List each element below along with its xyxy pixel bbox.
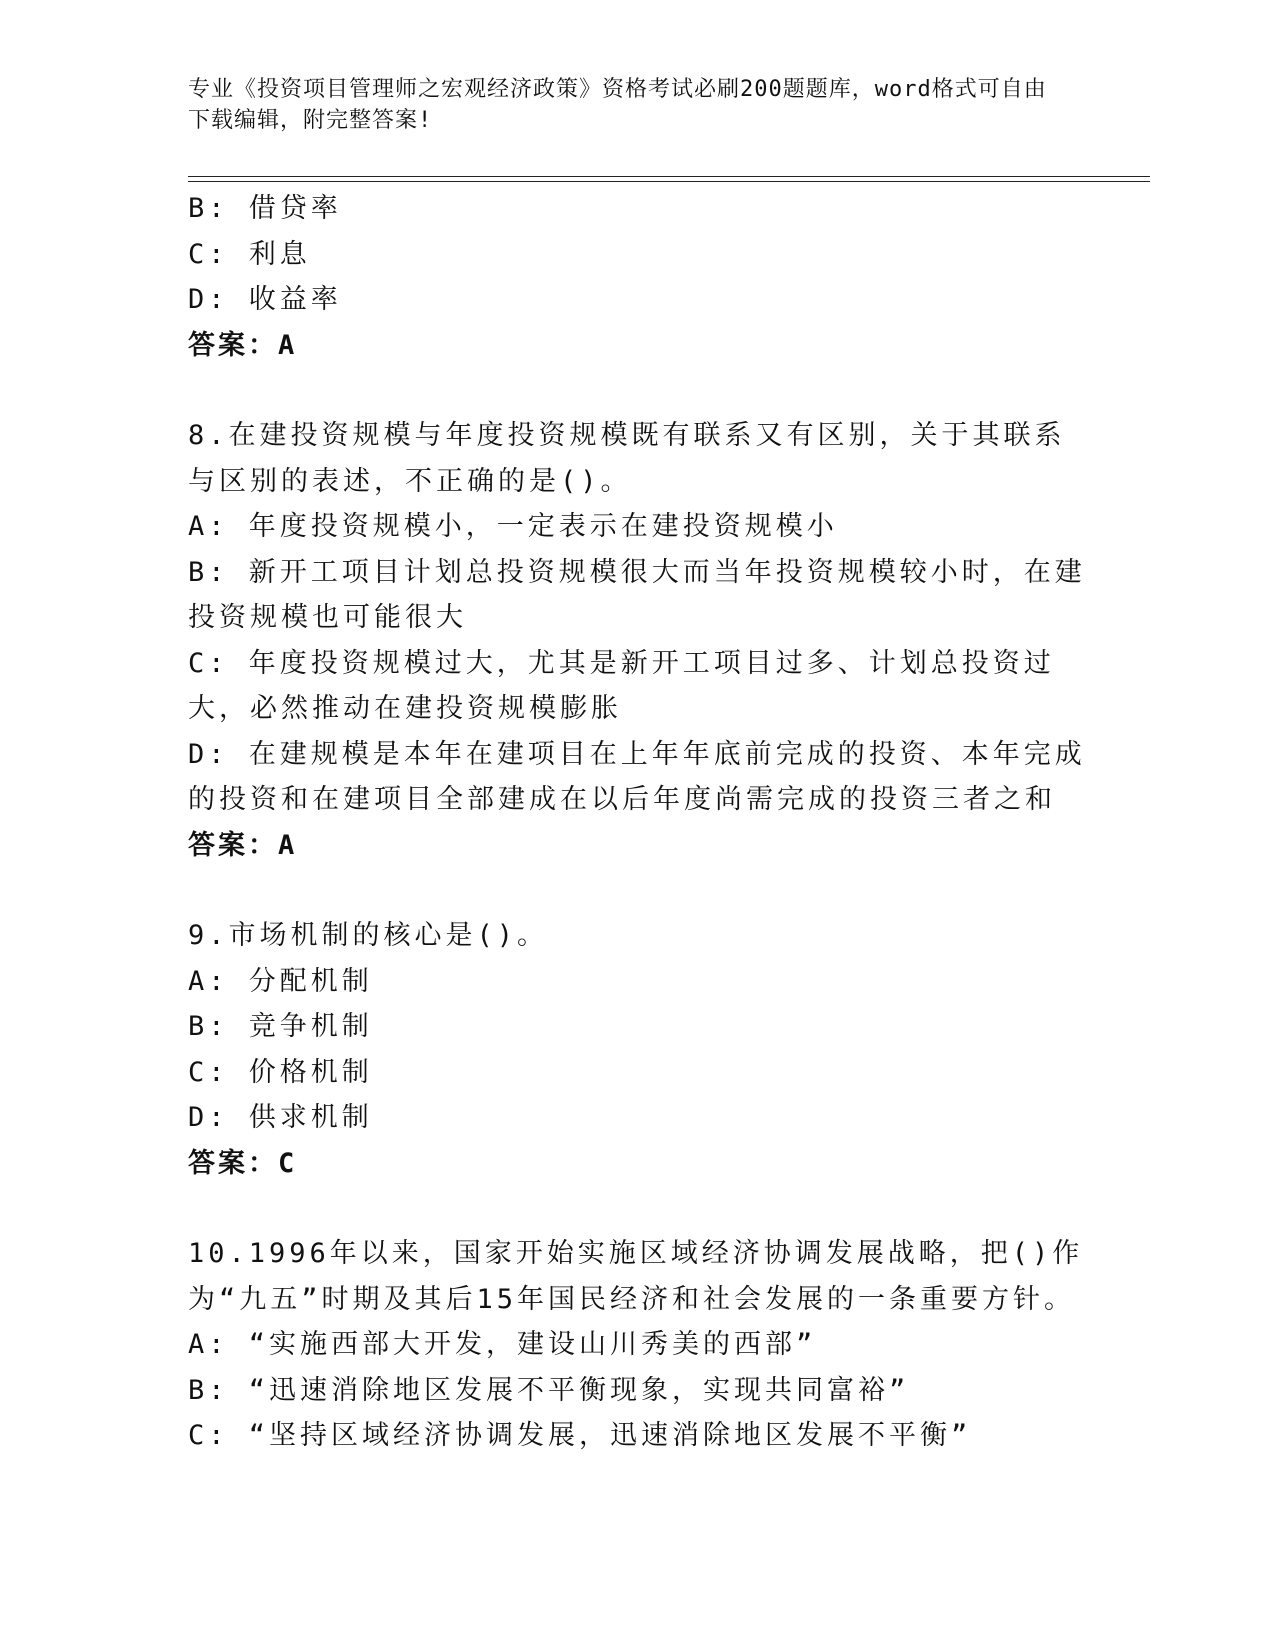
question-stem: 10.1996年以来，国家开始实施区域经济协调发展战略，把()作为“九五”时期及其后15年国民经济和社会发展的一条重要方针。 — [188, 1238, 1084, 1315]
option-b: B: 借贷率 — [188, 193, 342, 224]
option-a: A: 分配机制 — [188, 965, 373, 997]
option-b: B: “迅速消除地区发展不平衡现象，实现共同富裕” — [188, 1374, 910, 1406]
question-8 — [188, 413, 1088, 868]
option-c: C: 年度投资规模过大，尤其是新开工项目过多、计划总投资过大，必然推动在建投资规模膨胀 — [188, 647, 1055, 724]
option-d: D: 收益率 — [188, 284, 342, 315]
document-title: 专业《投资项目管理师之宏观经济政策》资格考试必刷200题题库，word格式可自由下载编辑，附完整答案! — [188, 77, 1047, 133]
answer: 答案：A — [188, 829, 298, 861]
question-list — [188, 186, 1088, 1459]
question-stem: 9.市场机制的核心是()。 — [188, 920, 549, 951]
question-10 — [188, 1231, 1088, 1459]
option-a: A: 年度投资规模小，一定表示在建投资规模小 — [188, 511, 838, 542]
header-divider-top — [188, 176, 1150, 177]
question-9 — [188, 913, 1088, 1186]
document-header — [188, 74, 1068, 136]
option-c: C: “坚持区域经济协调发展，迅速消除地区发展不平衡” — [188, 1420, 972, 1451]
option-c: C: 利息 — [188, 238, 311, 270]
option-c: C: 价格机制 — [188, 1056, 373, 1088]
option-b: B: 新开工项目计划总投资规模很大而当年投资规模较小时，在建投资规模也可能很大 — [188, 556, 1086, 633]
option-d: D: 在建规模是本年在建项目在上年年底前完成的投资、本年完成的投资和在建项目全部建成在以后年度尚需完成的投资三者之和 — [188, 738, 1086, 815]
answer: 答案：A — [188, 329, 298, 361]
option-a: A: “实施西部大开发，建设山川秀美的西部” — [188, 1329, 817, 1360]
question-stem: 8.在建投资规模与年度投资规模既有联系又有区别，关于其联系与区别的表述，不正确的是()。 — [188, 420, 1066, 497]
option-b: B: 竞争机制 — [188, 1011, 373, 1042]
option-d: D: 供求机制 — [188, 1102, 373, 1133]
answer: 答案：C — [188, 1147, 298, 1179]
question-7-continued — [188, 186, 1088, 368]
header-divider-bottom — [188, 181, 1150, 182]
